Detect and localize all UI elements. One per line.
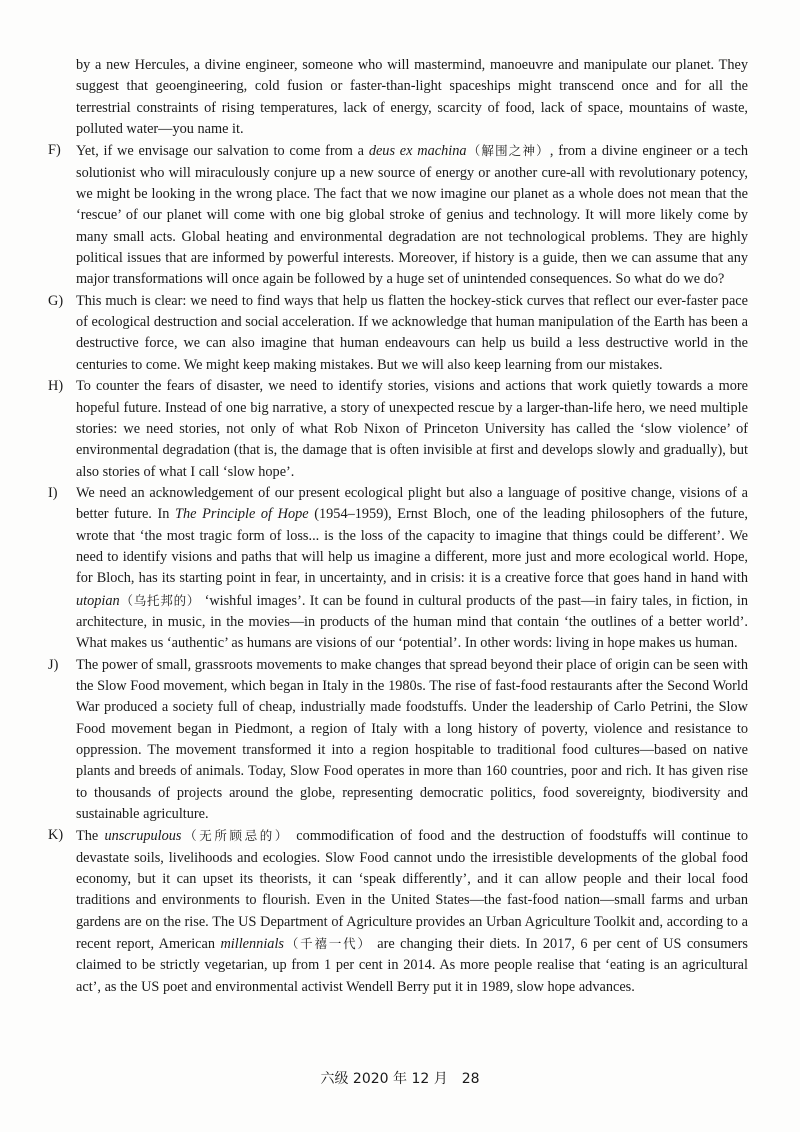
paragraph-k <box>48 825 748 998</box>
paragraph-text: We need an acknowledgement of our present ecological plight but also a language of positive change, visions of a better future. In <box>76 484 748 523</box>
paragraph-label: J) <box>48 656 59 673</box>
paragraph-label: F) <box>48 142 61 159</box>
italic-term: unscrupulous <box>104 828 182 845</box>
paragraph-label: G) <box>48 292 64 309</box>
chinese-gloss: （无所顾忌的） <box>181 828 291 844</box>
paragraph-text: ‘wishful images’. It can be found in cultural products of the past—in fairy tales, in fiction, in architecture, in music, in the movies—in products of the human mind that contain ‘the outlines of a better world’. What makes us ‘authentic’ as humans are visions of our ‘potential’. In other words: living in hope makes us human. <box>76 592 748 652</box>
paragraph-text: are changing their diets. In 2017, 6 per cent of US consumers claimed to be strictly vegetarian, up from 1 per cent in 2014. As more people realise that ‘eating is an agricultural act’, as the US poet and environmental activist Wendell Berry put it in 1989, slow hope advances. <box>76 936 748 995</box>
paragraph-text: To counter the fears of disaster, we need to identify stories, visions and actions that work quietly towards a more hopeful future. Instead of one big narrative, a story of unexpected rescue by a larger-than-life hero, we need multiple stories: we need stories, not only of what Rob Nixon of Princeton University has called the ‘slow violence’ of environmental degradation (that is, the damage that is often invisible at first and develops slowly and gradually), but also stories of what I call ‘slow hope’. <box>76 378 748 480</box>
paragraph-text: commodification of food and the destruction of foodstuffs will continue to devastate soils, livelihoods and ecologies. Slow Food cannot undo the irresistible developments of the global food economy, but it can upset its theorists, it can ‘speak differently’, and it can allow people and their local food traditions and environments to flourish. Even in the United States—the fast-food nation—small farms and urban gardens are on the rise. The US Department of Agriculture provides an Urban Agriculture Toolkit and, according to a recent report, American <box>76 828 748 953</box>
paragraph-j <box>48 655 748 826</box>
italic-term: utopian <box>76 592 120 609</box>
paragraph-h <box>48 376 748 483</box>
chinese-gloss: （解围之神） <box>466 143 550 159</box>
chinese-gloss: （千禧一代） <box>283 936 372 952</box>
paragraph-i <box>48 483 748 655</box>
paragraph-label: K) <box>48 827 64 844</box>
intro-paragraph: by a new Hercules, a divine engineer, someone who will mastermind, manoeuvre and manipulate our planet. They suggest that geoengineering, cold fusion or faster-than-light spaceships might transcend once and for all the terrestrial constraints of rising temperatures, lack of energy, scarcity of food, lack of space, mountains of waste, polluted water—you name it. <box>76 57 748 138</box>
page-footer: 六级 2020 年 12 月 28 <box>320 1071 480 1087</box>
paragraph-text: This much is clear: we need to find ways that help us flatten the hockey-stick curves that reflect our ever-faster pace of ecological destruction and social acceleration. If we acknowledge that human manipulation of the Earth has been a destructive force, we can also imagine that human endeavours can help us build a less destructive world in the centuries to come. We might keep making mistakes. But we will also keep learning from our mistakes. <box>76 292 748 373</box>
italic-term: The Principle of Hope <box>175 506 309 523</box>
paragraph-f <box>48 140 748 290</box>
paragraph-g <box>48 291 748 376</box>
italic-term: deus ex machina <box>368 143 467 160</box>
paragraph-text: The power of small, grassroots movements to make changes that spread beyond their place of origin can be seen with the Slow Food movement, which began in Italy in the 1980s. The rise of fast-food restaurants after the Second World War produced a society full of cheap, industrially made foodstuffs. Under the leadership of Carlo Petrini, the Slow Food movement began in Piedmont, a region of Italy with a long history of poverty, violence and resistance to oppression. The movement transformed it into a region hospitable to traditional food cultures—based on native plants and breeds of animals. Today, Slow Food operates in more than 160 countries, poor and rich. It has given rise to thousands of projects around the globe, representing democratic politics, food sovereignty, biodiversity and sustainable agriculture. <box>76 656 748 823</box>
chinese-gloss: （乌托邦的） <box>119 592 201 608</box>
italic-term: millennials <box>220 936 284 953</box>
reading-passage <box>48 55 748 998</box>
paragraph-text: , from a divine engineer or a tech solutionist who will miraculously conjure up a new source of energy or another cure-all with revolutionary potency, we might be looking in the wrong place. The fact that we now imagine our planet as a whole does not mean that the ‘rescue’ of our planet will come with one big global stroke of genius and technology. It will more likely come by many small acts. Global heating and environmental degradation are not technological problems. They are highly political issues that are informed by powerful interests. Moreover, if history is a guide, then we can assume that any major transformations will once again be followed by a huge set of unintended consequences. So what do we do? <box>76 143 748 288</box>
paragraph-label: H) <box>48 378 64 395</box>
paragraph-text: The <box>76 828 105 845</box>
paragraph-text: Yet, if we envisage our salvation to come from a <box>76 143 369 160</box>
paragraph-label: I) <box>48 484 58 501</box>
paragraph-text: (1954–1959), Ernst Bloch, one of the leading philosophers of the future, wrote that ‘the most tragic form of loss... is the loss of the capacity to imagine that things could be different’. We need to identify visions and paths that will help us imagine a different, more just and more ecological world. Hope, for Bloch, has its starting point in fear, in uncertainty, and in crisis: it is a creative force that goes hand in hand with <box>76 506 749 587</box>
